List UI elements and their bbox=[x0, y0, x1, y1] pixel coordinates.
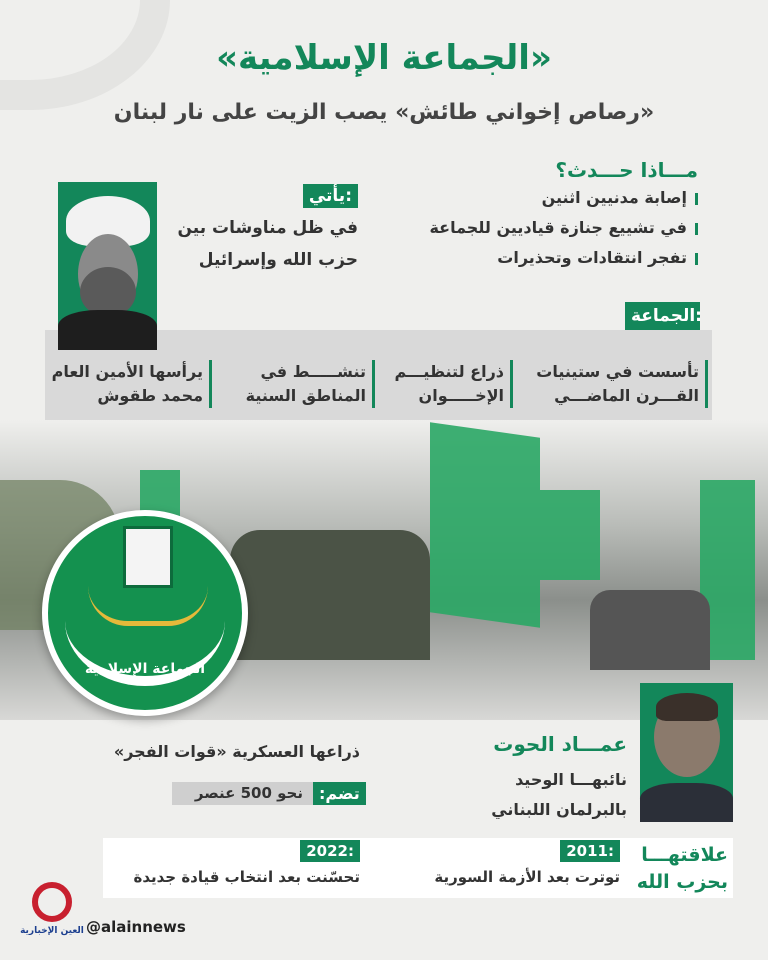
page-title: «الجماعة الإسلامية» bbox=[216, 38, 552, 78]
fact-line: القـــرن الماضـــي bbox=[554, 386, 699, 405]
military-count bbox=[172, 782, 366, 805]
logo-name: الجماعة الإسلامية bbox=[84, 661, 206, 677]
relation-label-line: علاقتهـــا bbox=[641, 844, 728, 866]
group-fact bbox=[394, 360, 513, 408]
comes-line: حزب الله وإسرائيل bbox=[198, 250, 358, 270]
fact-line: يرأسها الأمين العام bbox=[51, 362, 203, 381]
mp-name: عمـــاد الحوت bbox=[493, 732, 627, 756]
fact-line: تأسست في ستينيات bbox=[536, 362, 699, 381]
group-label: الجماعة: bbox=[625, 302, 700, 330]
mp-photo bbox=[640, 683, 733, 822]
alain-logo bbox=[32, 882, 72, 922]
military-arm: ذراعها العسكرية «قوات الفجر» bbox=[113, 742, 360, 761]
relation-label-line: بحزب الله bbox=[636, 871, 728, 893]
fact-line: تنشـــــط في bbox=[260, 362, 366, 381]
page-subtitle: «رصاص إخواني طائش» يصب الزيت على نار لبنان bbox=[113, 100, 655, 125]
what-happened-item: تفجر انتقادات وتحذيرات bbox=[497, 248, 698, 267]
alain-brand: العين الإخبارية bbox=[20, 926, 84, 936]
fact-line: الإخـــــوان bbox=[418, 386, 504, 405]
group-fact bbox=[536, 360, 708, 408]
group-fact bbox=[246, 360, 375, 408]
comes-label: يأتي: bbox=[303, 184, 358, 208]
relation-text: تحسّنت بعد انتخاب قيادة جديدة bbox=[133, 868, 360, 886]
leader-photo bbox=[58, 182, 157, 350]
fact-line: ذراع لتنظيـــم bbox=[394, 362, 504, 381]
relation-text: توترت بعد الأزمة السورية bbox=[434, 868, 620, 886]
mp-line: بالبرلمان اللبناني bbox=[491, 800, 627, 819]
relation-year: 2022: bbox=[300, 840, 360, 862]
relation-label bbox=[637, 842, 728, 896]
group-logo bbox=[42, 510, 248, 716]
social-handle[interactable]: @alainnews bbox=[86, 918, 186, 936]
count-label: تضم: bbox=[313, 782, 366, 805]
fact-line: المناطق السنية bbox=[245, 386, 366, 405]
mp-line: نائبهـــا الوحيد bbox=[515, 770, 627, 789]
fact-line: محمد طقوش bbox=[97, 386, 203, 405]
relation-year: 2011: bbox=[560, 840, 620, 862]
what-happened-item: في تشييع جنازة قياديين للجماعة bbox=[429, 218, 698, 237]
group-fact bbox=[52, 360, 212, 408]
what-happened-item: إصابة مدنيين اثنين bbox=[542, 188, 698, 207]
what-happened-heading: مـــاذا حـــدث؟ bbox=[555, 158, 698, 182]
count-value: نحو 500 عنصر bbox=[172, 782, 313, 805]
comes-line: في ظل مناوشات بين bbox=[177, 218, 358, 238]
